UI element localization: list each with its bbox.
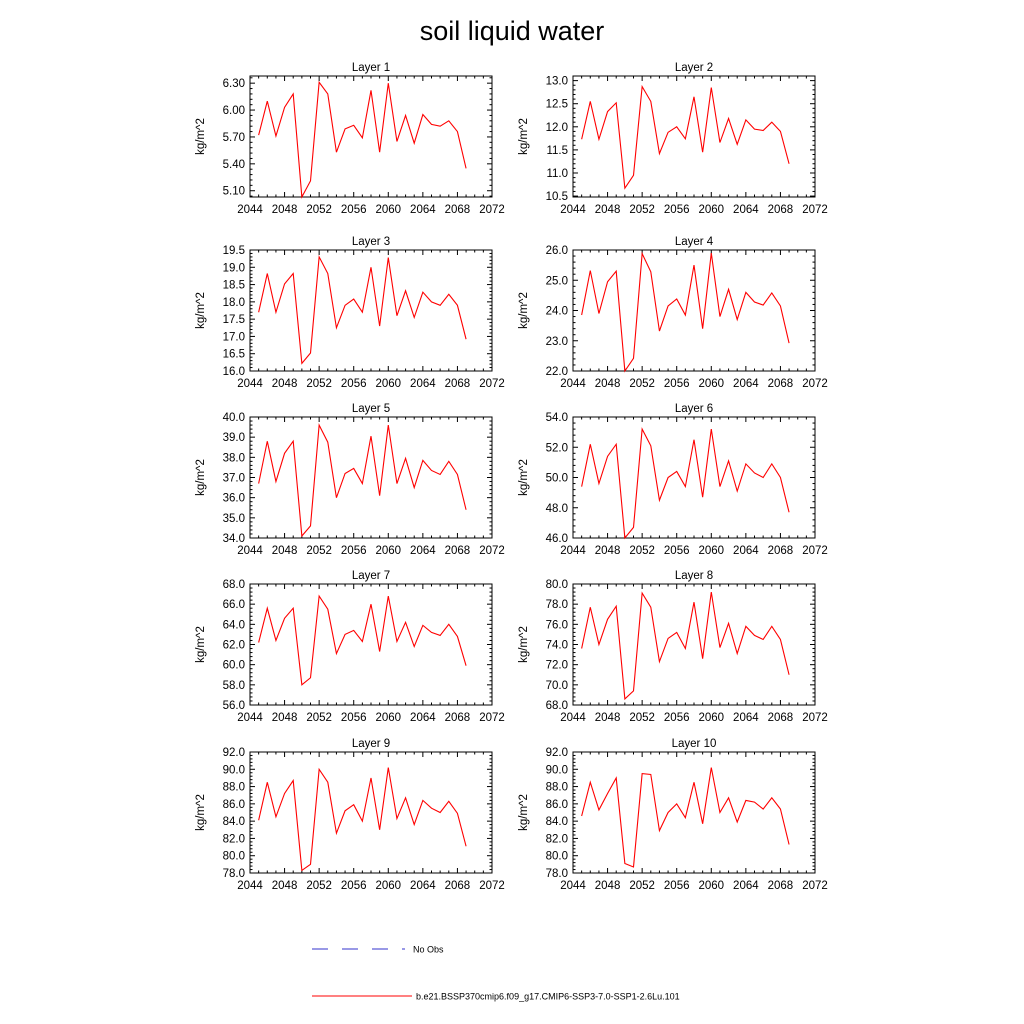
x-tick-label: 2068	[767, 204, 794, 216]
panel-title: Layer 10	[671, 738, 717, 750]
plot-frame	[573, 76, 815, 197]
x-tick-label: 2072	[802, 204, 828, 216]
series-line	[259, 596, 466, 685]
y-tick-label: 34.0	[222, 533, 245, 545]
x-tick-label: 2048	[594, 204, 621, 216]
x-tick-label: 2044	[237, 545, 263, 557]
y-tick-label: 52.0	[545, 442, 568, 455]
x-tick-label: 2044	[237, 204, 263, 216]
x-tick-label: 2048	[271, 378, 298, 390]
y-tick-label: 60.0	[222, 659, 245, 672]
panel-layer-9	[195, 738, 505, 892]
y-tick-label: 10.5	[545, 191, 568, 204]
y-tick-label: 88.0	[545, 781, 568, 794]
series-line	[582, 87, 789, 189]
y-tick-label: 82.0	[222, 833, 245, 846]
x-tick-label: 2048	[594, 712, 621, 724]
y-tick-label: 78.0	[545, 868, 568, 880]
x-tick-label: 2068	[444, 378, 471, 390]
x-tick-label: 2072	[802, 545, 828, 557]
y-tick-label: 62.0	[222, 639, 245, 652]
x-tick-label: 2068	[444, 204, 471, 216]
y-tick-label: 18.5	[222, 279, 245, 292]
series-line	[259, 425, 466, 536]
panel-layer-8	[518, 570, 828, 724]
x-tick-label: 2064	[410, 712, 436, 724]
y-tick-label: 92.0	[222, 747, 245, 759]
series-line	[259, 257, 466, 363]
y-tick-label: 68.0	[545, 700, 568, 712]
x-tick-label: 2068	[767, 880, 794, 892]
x-tick-label: 2060	[698, 204, 725, 216]
x-tick-label: 2068	[767, 545, 794, 557]
y-tick-label: 5.70	[222, 131, 245, 144]
x-tick-label: 2060	[375, 545, 402, 557]
x-tick-label: 2060	[375, 204, 402, 216]
y-tick-label: 72.0	[545, 659, 568, 672]
x-tick-label: 2060	[698, 880, 725, 892]
x-tick-label: 2052	[629, 204, 655, 216]
x-tick-label: 2048	[594, 880, 621, 892]
y-tick-label: 56.0	[222, 700, 245, 712]
panel-layer-7	[195, 570, 505, 724]
plot-frame	[573, 417, 815, 538]
legend-model-label: b.e21.BSSP370cmip6.f09_g17.CMIP6-SSP3-7.0-SSP1-2.6Lu.101	[416, 991, 680, 1002]
x-tick-label: 2068	[444, 880, 471, 892]
y-tick-label: 92.0	[545, 747, 568, 759]
x-tick-label: 2072	[479, 880, 505, 892]
x-tick-label: 2048	[271, 880, 298, 892]
y-tick-label: 50.0	[545, 472, 568, 485]
x-tick-label: 2052	[306, 204, 332, 216]
x-tick-label: 2072	[479, 545, 505, 557]
x-tick-label: 2052	[306, 378, 332, 390]
x-tick-label: 2044	[560, 545, 586, 557]
x-tick-label: 2044	[237, 880, 263, 892]
series-line	[582, 768, 789, 867]
x-tick-label: 2056	[663, 545, 690, 557]
series-line	[582, 592, 789, 699]
x-tick-label: 2056	[340, 545, 367, 557]
x-tick-label: 2052	[629, 545, 655, 557]
y-tick-label: 80.0	[222, 850, 245, 863]
panel-layer-1	[195, 62, 505, 216]
y-tick-label: 12.5	[545, 98, 568, 111]
x-tick-label: 2072	[802, 712, 828, 724]
x-tick-label: 2056	[340, 712, 367, 724]
y-axis-label: kg/m^2	[195, 626, 207, 663]
x-tick-label: 2068	[444, 712, 471, 724]
x-tick-label: 2064	[733, 378, 759, 390]
x-tick-label: 2048	[271, 204, 298, 216]
y-tick-label: 13.0	[545, 75, 568, 88]
y-axis-label: kg/m^2	[518, 118, 530, 155]
x-tick-label: 2056	[340, 204, 367, 216]
legend	[312, 945, 680, 1002]
x-tick-label: 2056	[663, 204, 690, 216]
x-tick-label: 2052	[306, 712, 332, 724]
x-tick-label: 2064	[733, 545, 759, 557]
x-tick-label: 2064	[733, 880, 759, 892]
series-line	[259, 768, 466, 871]
y-tick-label: 12.0	[545, 121, 568, 134]
x-tick-label: 2060	[698, 545, 725, 557]
x-tick-label: 2064	[410, 880, 436, 892]
y-tick-label: 78.0	[222, 868, 245, 880]
x-tick-label: 2052	[629, 880, 655, 892]
y-tick-label: 37.0	[222, 472, 245, 485]
figure-title: soil liquid water	[419, 16, 605, 46]
panel-title: Layer 4	[674, 236, 714, 248]
x-tick-label: 2048	[271, 712, 298, 724]
y-tick-label: 11.0	[546, 167, 568, 180]
x-tick-label: 2060	[375, 712, 402, 724]
x-tick-label: 2072	[479, 378, 505, 390]
y-tick-label: 25.0	[545, 275, 568, 288]
y-tick-label: 76.0	[545, 619, 568, 632]
x-tick-label: 2068	[767, 712, 794, 724]
y-tick-label: 38.0	[222, 452, 245, 465]
y-tick-label: 86.0	[222, 798, 245, 811]
y-tick-label: 6.30	[222, 78, 245, 91]
y-tick-label: 84.0	[545, 816, 568, 829]
panel-title: Layer 7	[351, 570, 391, 582]
panel-layer-6	[518, 403, 828, 557]
y-tick-label: 58.0	[222, 679, 245, 692]
y-axis-label: kg/m^2	[518, 459, 530, 496]
x-tick-label: 2048	[594, 378, 621, 390]
y-tick-label: 16.0	[222, 366, 245, 378]
x-tick-label: 2064	[410, 204, 436, 216]
y-tick-label: 64.0	[222, 619, 245, 632]
x-tick-label: 2044	[560, 880, 586, 892]
x-tick-label: 2068	[444, 545, 471, 557]
panels	[195, 62, 828, 892]
plot-frame	[250, 417, 492, 538]
legend-no-obs-label: No Obs	[413, 944, 444, 955]
y-tick-label: 24.0	[545, 305, 568, 318]
x-tick-label: 2064	[733, 712, 759, 724]
panel-layer-5	[195, 403, 505, 557]
y-tick-label: 74.0	[545, 639, 568, 652]
y-tick-label: 68.0	[222, 579, 245, 591]
series-line	[259, 82, 466, 197]
panel-layer-3	[195, 236, 505, 390]
y-tick-label: 26.0	[545, 245, 568, 257]
y-tick-label: 19.5	[222, 245, 245, 257]
x-tick-label: 2072	[802, 880, 828, 892]
series-line	[582, 253, 789, 371]
y-tick-label: 80.0	[545, 850, 568, 863]
x-tick-label: 2064	[410, 378, 436, 390]
x-tick-label: 2060	[698, 712, 725, 724]
y-tick-label: 84.0	[222, 816, 245, 829]
x-tick-label: 2060	[375, 880, 402, 892]
panel-title: Layer 6	[674, 403, 714, 415]
y-tick-label: 48.0	[545, 502, 568, 515]
plot-frame	[250, 752, 492, 873]
panel-title: Layer 5	[351, 403, 391, 415]
x-tick-label: 2044	[237, 378, 263, 390]
x-tick-label: 2068	[767, 378, 794, 390]
y-tick-label: 54.0	[545, 412, 568, 424]
x-tick-label: 2064	[733, 204, 759, 216]
y-tick-label: 23.0	[545, 335, 568, 348]
y-tick-label: 86.0	[545, 798, 568, 811]
y-tick-label: 90.0	[222, 764, 245, 777]
y-tick-label: 88.0	[222, 781, 245, 794]
y-axis-label: kg/m^2	[518, 626, 530, 663]
y-tick-label: 5.40	[222, 158, 245, 171]
x-tick-label: 2056	[663, 880, 690, 892]
y-axis-label: kg/m^2	[518, 794, 530, 831]
y-tick-label: 66.0	[222, 599, 245, 612]
panel-layer-10	[518, 738, 828, 892]
x-tick-label: 2052	[629, 712, 655, 724]
x-tick-label: 2056	[340, 880, 367, 892]
y-axis-label: kg/m^2	[195, 794, 207, 831]
y-tick-label: 6.00	[222, 105, 245, 118]
x-tick-label: 2056	[663, 378, 690, 390]
plot-frame	[250, 584, 492, 705]
y-tick-label: 35.0	[222, 512, 245, 525]
y-tick-label: 5.10	[222, 185, 245, 198]
y-tick-label: 16.5	[222, 348, 245, 361]
x-tick-label: 2056	[663, 712, 690, 724]
y-tick-label: 17.0	[222, 331, 245, 344]
panel-layer-2	[518, 62, 828, 216]
y-tick-label: 36.0	[222, 492, 245, 505]
y-tick-label: 17.5	[222, 314, 245, 327]
y-tick-label: 90.0	[545, 764, 568, 777]
y-axis-label: kg/m^2	[195, 459, 207, 496]
series-line	[582, 429, 789, 538]
x-tick-label: 2044	[237, 712, 263, 724]
y-axis-label: kg/m^2	[195, 292, 207, 329]
x-tick-label: 2060	[375, 378, 402, 390]
panel-title: Layer 1	[351, 62, 391, 74]
y-tick-label: 19.0	[222, 262, 245, 275]
y-tick-label: 22.0	[545, 366, 568, 378]
x-tick-label: 2044	[560, 204, 586, 216]
y-tick-label: 70.0	[545, 679, 568, 692]
x-tick-label: 2048	[271, 545, 298, 557]
x-tick-label: 2060	[698, 378, 725, 390]
x-tick-label: 2044	[560, 378, 586, 390]
x-tick-label: 2048	[594, 545, 621, 557]
x-tick-label: 2056	[340, 378, 367, 390]
panel-title: Layer 2	[674, 62, 714, 74]
y-tick-label: 80.0	[545, 579, 568, 591]
y-tick-label: 18.0	[222, 296, 245, 309]
y-tick-label: 11.5	[546, 144, 568, 157]
panel-title: Layer 8	[674, 570, 714, 582]
y-tick-label: 46.0	[545, 533, 568, 545]
x-tick-label: 2052	[629, 378, 655, 390]
y-axis-label: kg/m^2	[195, 118, 207, 155]
x-tick-label: 2064	[410, 545, 436, 557]
panel-layer-4	[518, 236, 828, 390]
panel-title: Layer 3	[351, 236, 391, 248]
y-tick-label: 78.0	[545, 599, 568, 612]
y-tick-label: 82.0	[545, 833, 568, 846]
x-tick-label: 2072	[479, 712, 505, 724]
panel-title: Layer 9	[351, 738, 391, 750]
x-tick-label: 2052	[306, 880, 332, 892]
x-tick-label: 2044	[560, 712, 586, 724]
x-tick-label: 2072	[479, 204, 505, 216]
plot-frame	[573, 752, 815, 873]
y-tick-label: 40.0	[222, 412, 245, 424]
x-tick-label: 2072	[802, 378, 828, 390]
x-tick-label: 2052	[306, 545, 332, 557]
y-tick-label: 39.0	[222, 432, 245, 445]
y-axis-label: kg/m^2	[518, 292, 530, 329]
